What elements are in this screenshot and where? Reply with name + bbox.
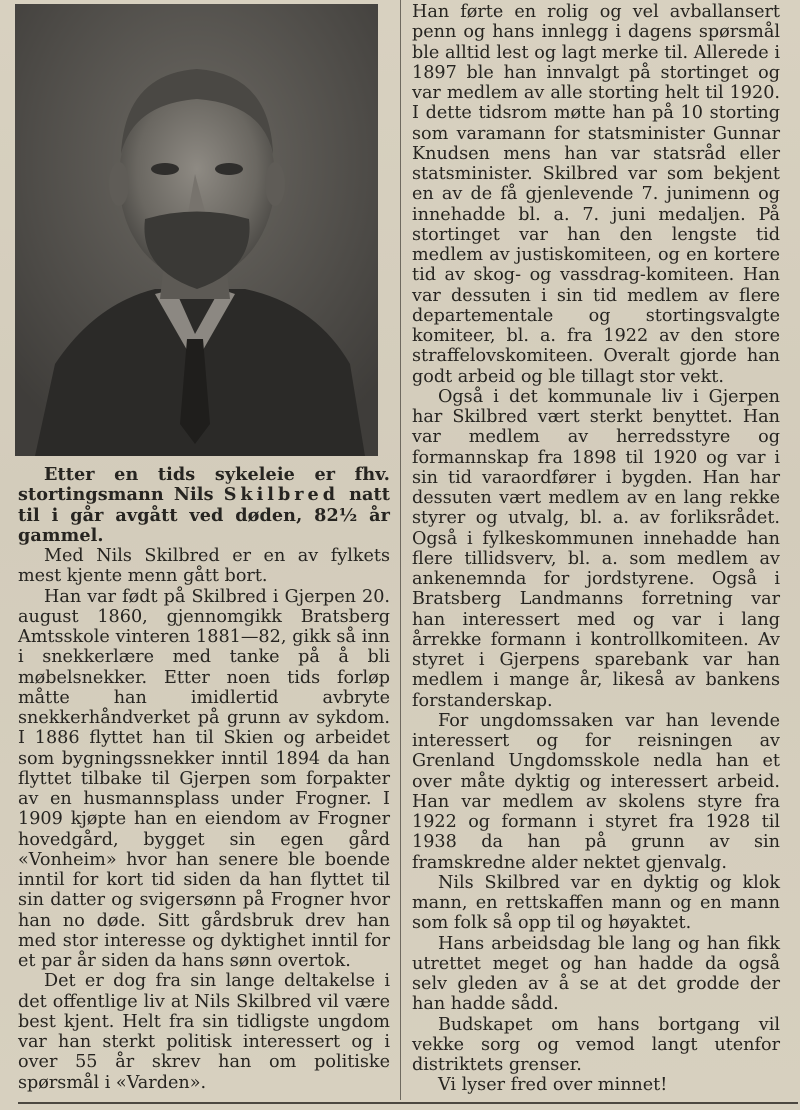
caption-text-end: natt til i går avgått ved døden, 82½ år gammel. — [18, 484, 390, 546]
article-paragraph: Nils Skilbred var en dyktig og klok mann, en rettskaffen mann og en mann som folk så opp til og høyaktet. — [412, 872, 780, 934]
column-divider — [400, 0, 401, 1100]
article-paragraph: Også i det kommunale liv i Gjerpen har Skilbred vært sterkt benyttet. Han var medlem av herredsstyre og formannskap fra 1898 til 1920 og var i sin tid varaordfører i bygden. Han har dessuten vært medlem av en lang rekke styrer og utvalg, bl. a. av forliksrådet. Også i fylkeskommunen innehadde han flere tillidsverv, bl. a. som medlem av ankenemnda for jordstyrene. Også i Bratsberg Landmanns forretning var han interessert med og var i lang årrekke formann i kontrollkomiteen. Av styret i Gjerpens sparebank var han medlem i mange år, likeså av bankens forstanderskap. — [412, 386, 780, 711]
photo-caption — [18, 465, 390, 546]
portrait-photo-icon — [15, 4, 378, 456]
article-paragraph: Med Nils Skilbred er en av fylkets mest kjente menn gått bort. — [18, 546, 390, 587]
right-column — [412, 2, 780, 1096]
caption-name: Skilbred — [223, 484, 340, 506]
portrait-photo — [15, 4, 378, 456]
article-paragraph: Han førte en rolig og vel avballansert penn og hans innlegg i dagens spørsmål ble alltid lest og lagt merke til. Allerede i 1897 ble han innvalgt på stortinget og var medlem av alle storting helt til 1920. I dette tidsrom møtte han på 10 storting som varamann for statsminister Gunnar Knudsen mens han var statsråd eller statsminister. Skilbred var som bekjent en av de få gjenlevende 7. junimenn og innehadde bl. a. 7. juni medaljen. På stortinget var han den lengste tid medlem av justiskomiteen, og en kortere tid av skog- og vassdrag-komiteen. Han var dessuten i sin tid medlem av flere departementale og stortingsvalgte komiteer, bl. a. fra 1922 av den store straffelovskomiteen. Overalt gjorde han godt arbeid og ble tillagt stor vekt. — [412, 2, 780, 387]
article-paragraph: Han var født på Skilbred i Gjerpen 20. august 1860, gjennomgikk Bratsberg Amtsskole vinteren 1881—82, gikk så inn i snekkerlære med tanke på å bli møbelsnekker. Etter noen tids forløp måtte han imidlertid avbryte snekkerhåndverket på grunn av sykdom. I 1886 flyttet han til Skien og arbeidet som bygningssnekker inntil 1894 da han flyttet tilbake til Gjerpen som forpakter av en husmannsplass under Frogner. I 1909 kjøpte han en eiendom av Frogner hovedgård, bygget sin egen gård «Vonheim» hvor han senere ble boende inntil for kort tid siden da han flyttet til sin datter og svigersønn på Frogner hvor han no døde. Sitt gårdsbruk drev han med stor interesse og dyktighet inntil for et par år siden da hans sønn overtok. — [18, 586, 390, 971]
article-paragraph: Hans arbeidsdag ble lang og han fikk utrettet meget og han hadde da også selv gleden av å se at det grodde der han hadde sådd. — [412, 933, 780, 1015]
left-column — [18, 465, 390, 1093]
bottom-rule — [18, 1102, 798, 1104]
article-paragraph: Vi lyser fred over minnet! — [438, 1075, 668, 1096]
article-paragraph: For ungdomssaken var han levende interessert og for reisningen av Grenland Ungdomsskole nedla han et over måte dyktig og interessert arbeid. Han var medlem av skolens styre fra 1922 og formann i styret fra 1928 til 1938 da han på grunn av sin framskredne alder nektet gjenvalg. — [412, 710, 780, 873]
caption-text-start: Etter en tids sykeleie er fhv. stortingsmann Nils — [18, 464, 390, 506]
article-paragraph: Det er dog fra sin lange deltakelse i det offentlige liv at Nils Skilbred vil være best kjent. Helt fra sin tidligste ungdom var han sterkt politisk interessert og i over 55 år skrev han om politiske spørsmål i «Varden». — [18, 971, 390, 1093]
article-paragraph: Budskapet om hans bortgang vil vekke sorg og vemod langt utenfor distriktets grenser. — [412, 1014, 780, 1075]
